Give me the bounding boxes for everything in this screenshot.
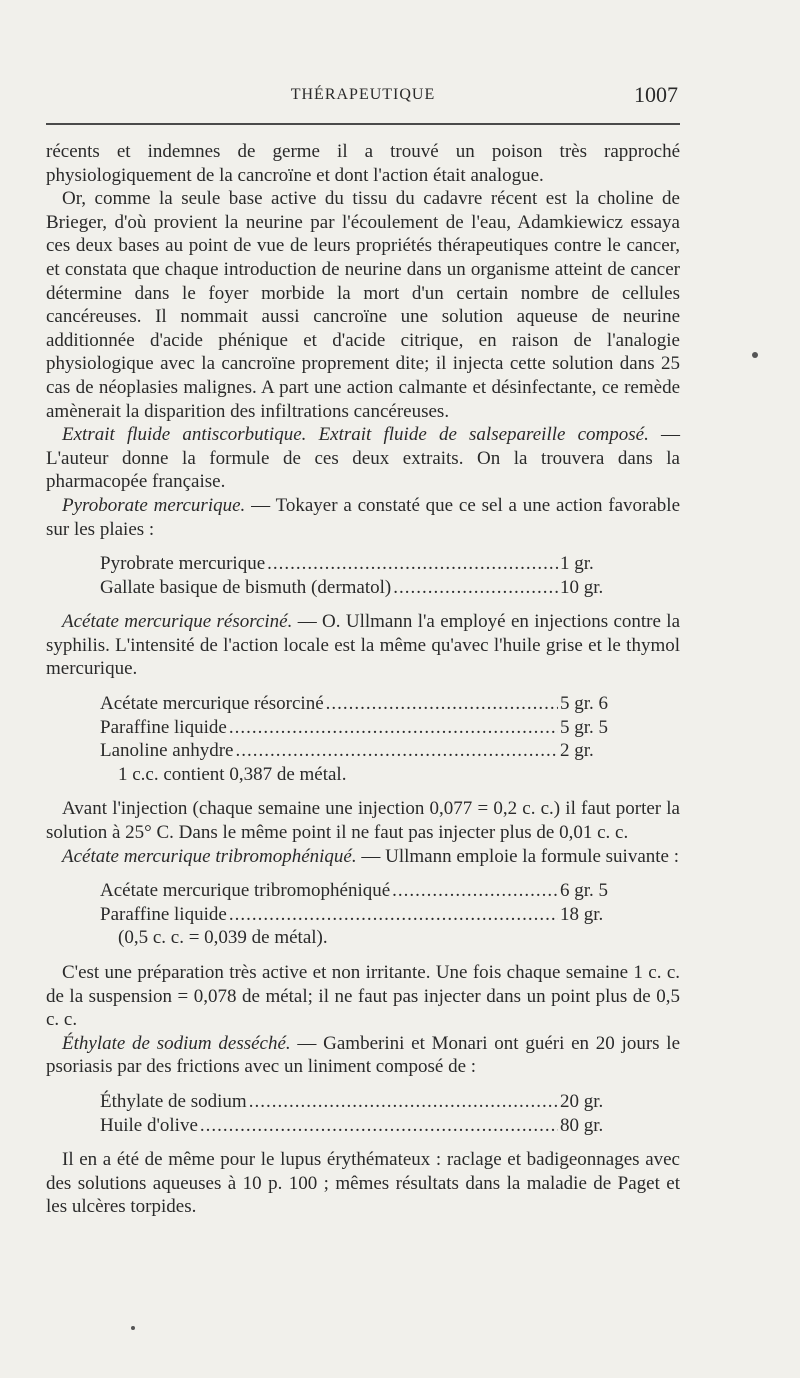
formula-row: [100, 716, 622, 740]
formula-note: (0,5 c. c. = 0,039 de métal).: [118, 927, 328, 949]
ingredient-quantity: 80 gr.: [560, 1114, 604, 1136]
ingredient-quantity: 1 gr.: [560, 553, 594, 575]
ingredient-quantity: 6 gr. 5: [560, 880, 609, 902]
ink-speck: [131, 1326, 135, 1330]
running-title: THÉRAPEUTIQUE: [290, 86, 436, 103]
ingredient-quantity: 5 gr. 5: [560, 716, 609, 738]
ingredient-name: Pyrobrate mercurique: [100, 553, 266, 575]
header-rule: [46, 123, 680, 125]
ingredient-quantity: 5 gr. 6: [560, 693, 609, 715]
body-text: [46, 140, 680, 1219]
paragraph: [46, 845, 680, 869]
section-title: Éthylate de sodium desséché.: [62, 1032, 291, 1054]
paragraph-text: — L'auteur donne la formule de ces deux extraits. On la trouvera dans la pharmacopée française.: [46, 424, 681, 493]
paragraph: Or, comme la seule base active du tissu du cadavre récent est la choline de Brieger, d'où provient la neurine par l'écoulement de l'eau, Adamkiewicz essaya ces deux bases au point de vue de leurs propriétés thérapeutiques contre le cancer, et constata que chaque introduction de neurine dans un organisme atteint de cancer détermine dans le foyer morbide la mort d'un certain nombre de cellules cancéreuses. Il nommait aussi cancroïne une solution aqueuse de neurine additionnée d'acide phénique et d'acide citrique, en raison de l'analogie physiologique avec la cancroïne proprement dite; il injecta cette solution dans 25 cas de néoplasies malignes. A part une action calmante et désinfectante, ce remède amènerait la disparition des infiltrations cancéreuses.: [46, 188, 680, 422]
formula-resorcine: [46, 692, 680, 786]
formula-row: [100, 692, 622, 716]
ingredient-name: Paraffine liquide: [100, 716, 227, 738]
ingredient-quantity: 20 gr.: [560, 1090, 604, 1112]
ingredient-quantity: 2 gr.: [560, 740, 594, 762]
formula-row: [100, 1114, 622, 1138]
paragraph-text: — Gamberini et Monari ont guéri en 20 jours le psoriasis par des frictions avec un liniment composé de :: [46, 1032, 681, 1078]
paragraph: [46, 1032, 680, 1079]
formula-row: [100, 739, 622, 763]
formula-pyroborate: [46, 552, 680, 599]
page-header: [46, 82, 680, 114]
ingredient-name: Paraffine liquide: [100, 903, 227, 925]
formula-row: [100, 1090, 622, 1114]
paragraph: C'est une préparation très active et non irritante. Une fois chaque semaine 1 c. c. de la suspension = 0,078 de métal; il ne faut pas injecter dans un point plus de 0,5 c. c.: [46, 962, 680, 1031]
paragraph: [46, 610, 680, 681]
paragraph: [46, 494, 680, 541]
ingredient-name: Acétate mercurique tribromophéniqué: [100, 880, 391, 902]
ingredient-name: Éthylate de sodium: [100, 1090, 247, 1112]
formula-row: [100, 903, 622, 927]
paragraph: Avant l'injection (chaque semaine une injection 0,077 = 0,2 c. c.) il faut porter la solution à 25° C. Dans le même point il ne faut pas injecter plus de 0,01 c. c.: [46, 798, 680, 844]
page-number: 1007: [634, 82, 678, 107]
section-title: Acétate mercurique tribromophéniqué.: [62, 845, 357, 867]
formula-row: [100, 552, 622, 576]
paragraph: récents et indemnes de germe il a trouvé un poison très rapproché physiologiquement de la cancroïne et dont l'action était analogue.: [46, 141, 680, 186]
paragraph-text: — Tokayer a constaté que ce sel a une action favorable sur les plaies :: [46, 494, 681, 540]
formula-note: 1 c.c. contient 0,387 de métal.: [118, 763, 347, 785]
ink-speck: [752, 352, 758, 358]
ingredient-quantity: 10 gr.: [560, 576, 604, 598]
paragraph: Il en a été de même pour le lupus érythémateux : raclage et badigeonnages avec des solutions aqueuses à 10 p. 100 ; mêmes résultats dans la maladie de Paget et les ulcères torpides.: [46, 1149, 680, 1218]
section-title: Pyroborate mercurique.: [62, 494, 246, 516]
paragraph: [46, 423, 680, 494]
section-title: Acétate mercurique résorciné.: [62, 611, 293, 633]
formula-row: [100, 576, 622, 600]
ingredient-name: Acétate mercurique résorciné: [100, 693, 324, 715]
paragraph-text: — Ullmann emploie la formule suivante :: [356, 845, 680, 867]
formula-row: [100, 879, 622, 903]
formula-ethylate: [46, 1090, 680, 1137]
ingredient-name: Gallate basique de bismuth (dermatol): [100, 576, 392, 598]
ingredient-name: Huile d'olive: [100, 1114, 198, 1136]
paragraph-text: — O. Ullmann l'a employé en injections contre la syphilis. L'intensité de l'action locale est la même qu'avec l'huile grise et le thymol mercurique.: [46, 611, 681, 680]
ingredient-name: Lanoline anhydre: [100, 740, 234, 762]
ingredient-quantity: 18 gr.: [560, 903, 604, 925]
formula-tribromophenique: [46, 879, 680, 950]
section-title: Extrait fluide antiscorbutique. Extrait fluide de salsepareille composé.: [62, 424, 649, 446]
